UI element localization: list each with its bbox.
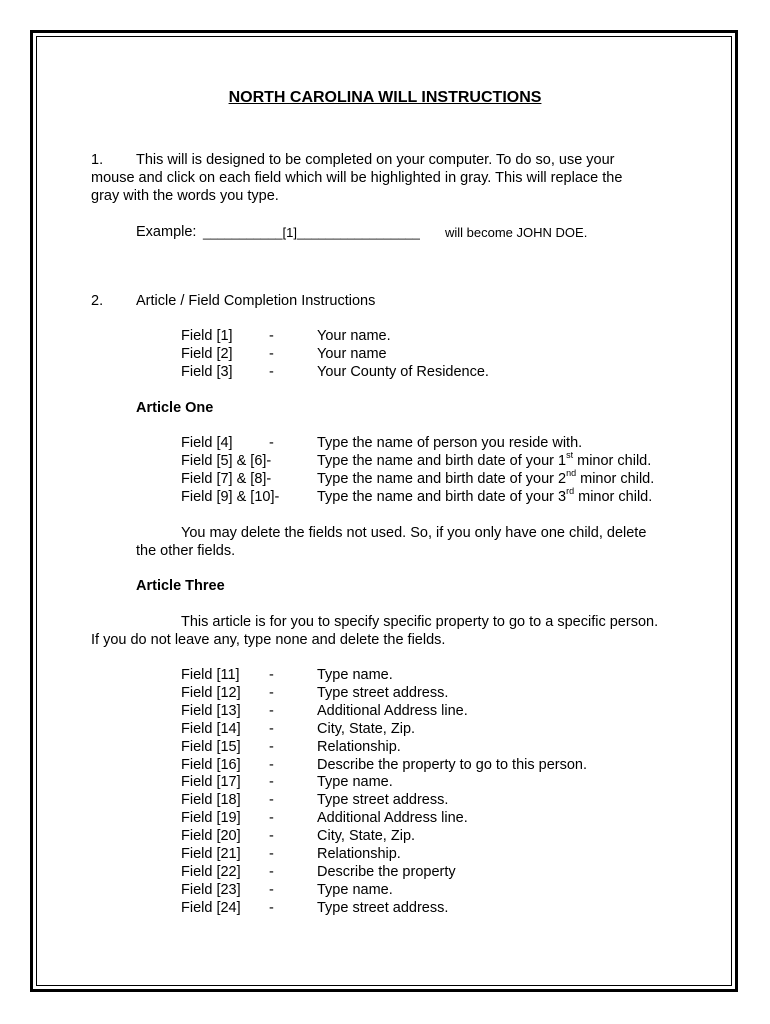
- field-description: Type the name and birth date of your 3rd minor child.: [317, 486, 653, 505]
- field-dash: -: [269, 792, 274, 808]
- field-label: Field [20]: [181, 828, 241, 844]
- field-dash: -: [269, 703, 274, 719]
- field-dash: -: [269, 882, 274, 898]
- field-label: Field [7] & [8]-: [181, 471, 272, 487]
- field-description: Type street address.: [317, 900, 449, 916]
- field-dash: -: [269, 721, 274, 737]
- field-dash: -: [269, 364, 274, 380]
- field-label: Field [17]: [181, 774, 241, 790]
- field-dash: -: [269, 900, 274, 916]
- section-2-heading: Article / Field Completion Instructions: [136, 293, 376, 309]
- field-dash: -: [269, 739, 274, 755]
- example-result: will become JOHN DOE.: [445, 225, 588, 240]
- field-label: Field [1]: [181, 328, 233, 344]
- field-dash: -: [269, 864, 274, 880]
- example-field: ___________[1]_________________: [203, 225, 420, 240]
- field-dash: -: [269, 757, 274, 773]
- field-label: Field [11]: [181, 667, 240, 683]
- field-label: Field [16]: [181, 757, 241, 773]
- field-dash: -: [269, 667, 274, 683]
- article-three-intro-line-1: This article is for you to specify specific property to go to a specific person.: [181, 614, 659, 630]
- field-label: Field [15]: [181, 739, 241, 755]
- field-label: Field [13]: [181, 703, 241, 719]
- field-description: Type street address.: [317, 792, 449, 808]
- field-label: Field [24]: [181, 900, 241, 916]
- field-dash: -: [269, 435, 274, 451]
- field-label: Field [3]: [181, 364, 233, 380]
- field-label: Field [4]: [181, 435, 233, 451]
- field-description: Type the name and birth date of your 1st minor child.: [317, 450, 652, 469]
- field-description: Describe the property to go to this person.: [317, 757, 588, 773]
- field-dash: -: [269, 810, 274, 826]
- section-1-number: 1.: [91, 152, 104, 168]
- field-description: Type name.: [317, 882, 393, 898]
- field-description: Additional Address line.: [317, 703, 468, 719]
- field-label: Field [12]: [181, 685, 241, 701]
- section-1-line-1: This will is designed to be completed on your computer. To do so, use your: [136, 152, 615, 168]
- field-label: Field [2]: [181, 346, 233, 362]
- section-1-line-2: mouse and click on each field which will be highlighted in gray. This will replace the: [91, 170, 623, 186]
- field-label: Field [14]: [181, 721, 241, 737]
- field-label: Field [22]: [181, 864, 241, 880]
- field-label: Field [21]: [181, 846, 241, 862]
- article-three-intro-line-2: If you do not leave any, type none and delete the fields.: [91, 632, 446, 648]
- field-description: Your name: [317, 346, 387, 362]
- field-label: Field [19]: [181, 810, 241, 826]
- field-description: Your name.: [317, 328, 391, 344]
- field-description: City, State, Zip.: [317, 828, 416, 844]
- field-dash: -: [269, 685, 274, 701]
- field-description: City, State, Zip.: [317, 721, 416, 737]
- field-label: Field [9] & [10]-: [181, 489, 280, 505]
- field-dash: -: [269, 846, 274, 862]
- article-one-heading: Article One: [136, 400, 214, 416]
- article-one-note-line-1: You may delete the fields not used. So, if you only have one child, delete: [181, 525, 647, 541]
- field-dash: -: [269, 328, 274, 344]
- field-description: Relationship.: [317, 739, 401, 755]
- field-description: Describe the property: [317, 864, 456, 880]
- section-2-number: 2.: [91, 293, 104, 309]
- article-three-heading: Article Three: [136, 578, 225, 594]
- field-dash: -: [269, 828, 274, 844]
- field-description: Type name.: [317, 774, 393, 790]
- field-description: Type name.: [317, 667, 393, 683]
- field-description: Type the name of person you reside with.: [317, 435, 583, 451]
- article-one-note-line-2: the other fields.: [136, 543, 236, 559]
- example-label: Example:: [136, 224, 197, 240]
- field-description: Type street address.: [317, 685, 449, 701]
- field-description: Additional Address line.: [317, 810, 468, 826]
- field-description: Relationship.: [317, 846, 401, 862]
- section-1-line-3: gray with the words you type.: [91, 188, 279, 204]
- field-description: Your County of Residence.: [317, 364, 489, 380]
- field-description: Type the name and birth date of your 2nd minor child.: [317, 468, 655, 487]
- field-label: Field [18]: [181, 792, 241, 808]
- field-label: Field [23]: [181, 882, 241, 898]
- document-title: NORTH CAROLINA WILL INSTRUCTIONS: [228, 89, 542, 106]
- field-dash: -: [269, 774, 274, 790]
- field-dash: -: [269, 346, 274, 362]
- field-label: Field [5] & [6]-: [181, 453, 272, 469]
